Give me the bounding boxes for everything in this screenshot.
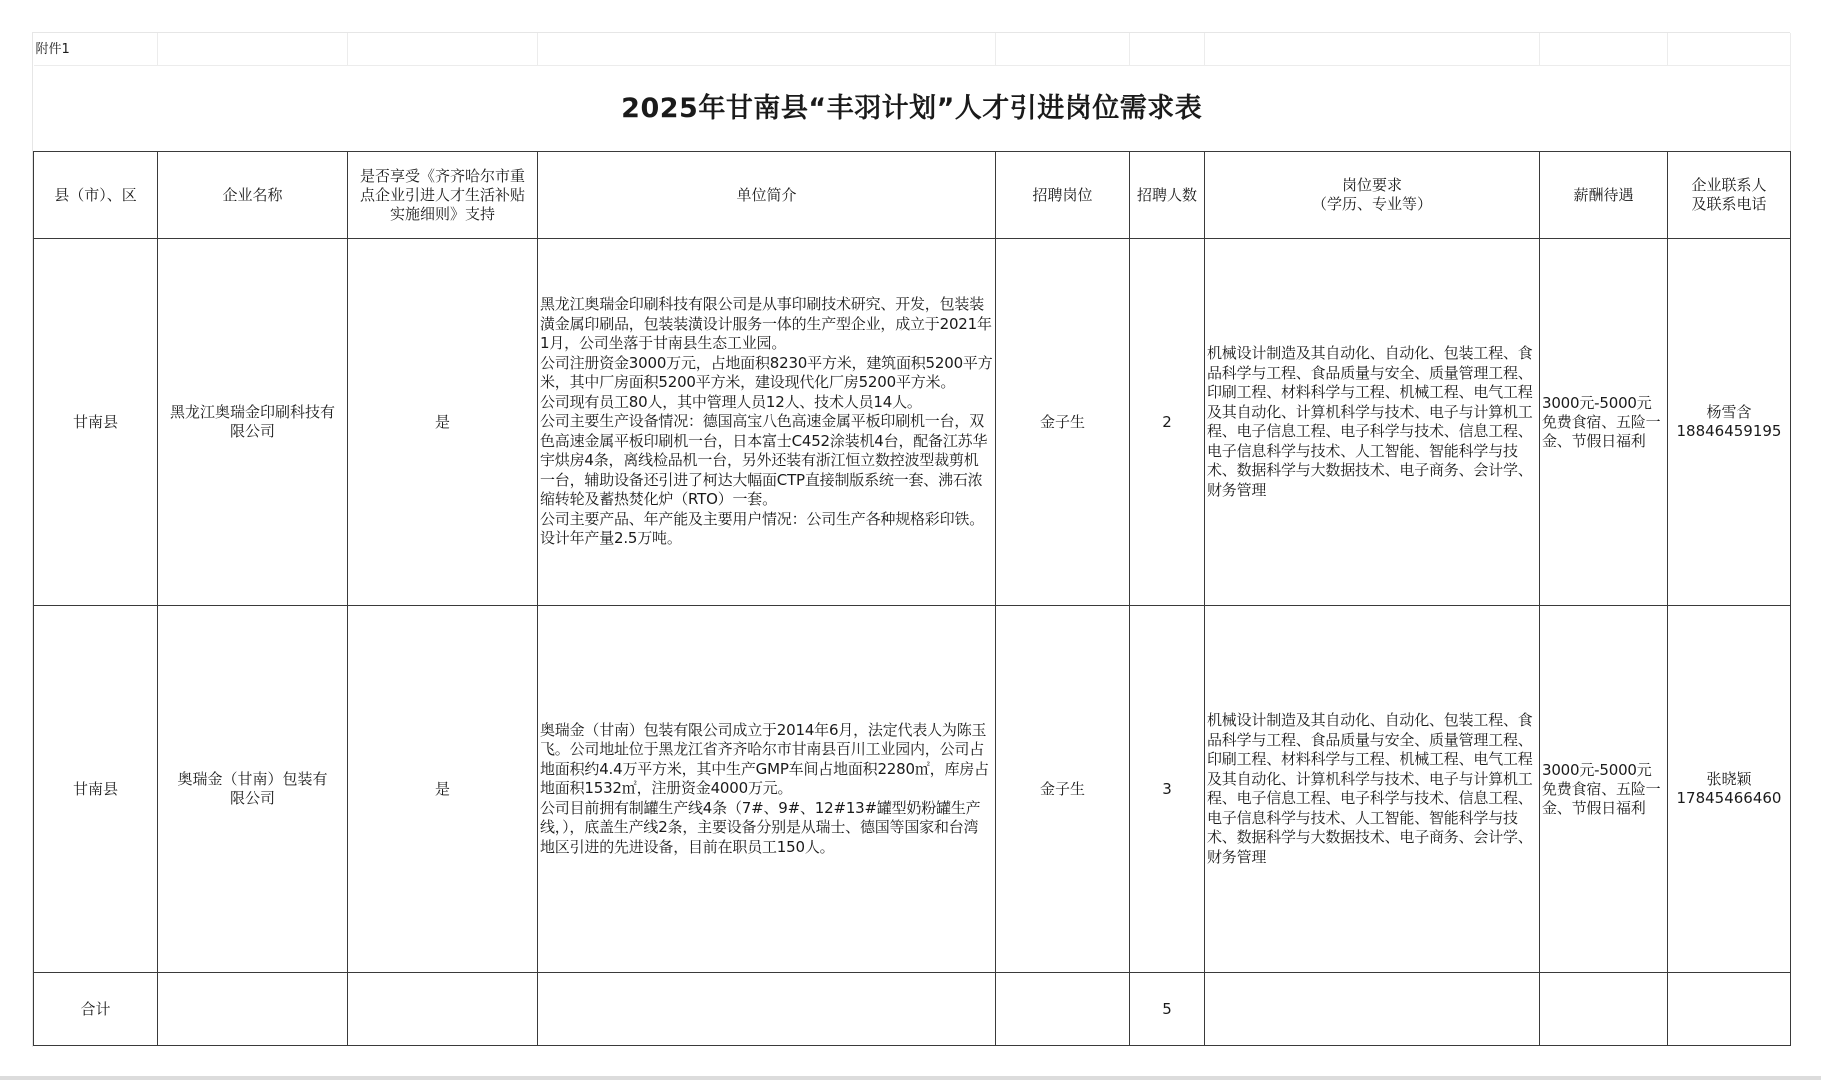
empty-cell[interactable] xyxy=(1668,973,1791,1046)
count-cell[interactable]: 2 xyxy=(1130,239,1205,606)
header-contact-line1: 企业联系人 xyxy=(1691,176,1767,194)
spreadsheet xyxy=(32,32,1790,1047)
subsidy-cell[interactable]: 是 xyxy=(348,239,538,606)
talent-demand-table xyxy=(33,33,1791,1046)
count-cell[interactable]: 3 xyxy=(1130,606,1205,973)
requirement-cell[interactable]: 机械设计制造及其自动化、自动化、包装工程、食品科学与工程、食品质量与安全、质量管理工程、印刷工程、材料科学与工程、机械工程、电气工程及其自动化、计算机科学与技术、电子与计算机工程、电子信息工程、电子科学与技术、信息工程、电子信息科学与技术、人工智能、智能科学与技术、数据科学与大数据技术、电子商务、会计学、财务管理 xyxy=(1205,606,1540,973)
contact-cell[interactable] xyxy=(1668,239,1791,606)
total-label[interactable]: 合计 xyxy=(34,973,158,1046)
empty-cell[interactable] xyxy=(348,33,538,66)
empty-cell[interactable] xyxy=(1130,33,1205,66)
contact-phone: 17845466460 xyxy=(1676,789,1782,807)
salary-cell[interactable]: 3000元-5000元免费食宿、五险一金、节假日福利 xyxy=(1540,239,1668,606)
header-county[interactable]: 县（市）、区 xyxy=(34,152,158,239)
header-contact[interactable] xyxy=(1668,152,1791,239)
empty-cell[interactable] xyxy=(158,973,348,1046)
position-cell[interactable]: 金子生 xyxy=(996,239,1130,606)
county-cell[interactable]: 甘南县 xyxy=(34,606,158,973)
header-contact-line2: 及联系电话 xyxy=(1691,195,1767,213)
intro-cell[interactable]: 奥瑞金（甘南）包装有限公司成立于2014年6月，法定代表人为陈玉飞。公司地址位于黑龙江省齐齐哈尔市甘南县百川工业园内，公司占地面积约4.4万平方米，其中生产GMP车间占地面积2280㎡，库房占地面积1532㎡，注册资金4000万元。 公司目前拥有制罐生产线4条（7#、9#、12#13#罐型奶粉罐生产线，），底盖生产线2条，主要设备分别是从瑞士、德国等国家和台湾地区引进的先进设备，目前在职员工150人。 xyxy=(538,606,996,973)
header-intro[interactable]: 单位简介 xyxy=(538,152,996,239)
intro-cell[interactable]: 黑龙江奥瑞金印刷科技有限公司是从事印刷技术研究、开发，包装装潢金属印刷品，包装装潢设计服务一体的生产型企业，成立于2021年1月，公司坐落于甘南县生态工业园。 公司注册资金3000万元，占地面积8230平方米，建筑面积5200平方米，其中厂房面积5200平方米，建设现代化厂房5200平方米。 公司现有员工80人，其中管理人员12人、技术人员14人。 公司主要生产设备情况：德国高宝八色高速金属平板印刷机一台，双色高速金属平板印刷机一台，日本富士C452涂装机4台，配备江苏华宇烘房4条，离线检品机一台，另外还装有浙江恒立数控波型裁剪机一台，辅助设备还引进了柯达大幅面CTP直接制版系统一套、沸石浓缩转轮及蓄热焚化炉（RTO）一套。 公司主要产品、年产能及主要用户情况：公司生产各种规格彩印铁。设计年产量2.5万吨。 xyxy=(538,239,996,606)
empty-cell[interactable] xyxy=(538,973,996,1046)
position-cell[interactable]: 金子生 xyxy=(996,606,1130,973)
salary-cell[interactable]: 3000元-5000元免费食宿、五险一金、节假日福利 xyxy=(1540,606,1668,973)
bottom-divider xyxy=(0,1076,1821,1080)
empty-cell[interactable] xyxy=(158,33,348,66)
empty-cell[interactable] xyxy=(1205,973,1540,1046)
header-row xyxy=(34,152,1791,239)
header-position[interactable]: 招聘岗位 xyxy=(996,152,1130,239)
empty-cell[interactable] xyxy=(1668,33,1791,66)
title-row xyxy=(34,66,1791,152)
header-requirement-line2: （学历、专业等） xyxy=(1311,195,1432,213)
empty-cell[interactable] xyxy=(348,973,538,1046)
table-title[interactable]: 2025年甘南县“丰羽计划”人才引进岗位需求表 xyxy=(34,66,1791,152)
total-count[interactable]: 5 xyxy=(1130,973,1205,1046)
empty-cell[interactable] xyxy=(1540,33,1668,66)
subsidy-cell[interactable]: 是 xyxy=(348,606,538,973)
header-requirement-line1: 岗位要求 xyxy=(1341,176,1402,194)
contact-phone: 18846459195 xyxy=(1676,422,1782,440)
company-cell[interactable]: 黑龙江奥瑞金印刷科技有限公司 xyxy=(158,239,348,606)
requirement-cell[interactable]: 机械设计制造及其自动化、自动化、包装工程、食品科学与工程、食品质量与安全、质量管理工程、印刷工程、材料科学与工程、机械工程、电气工程及其自动化、计算机科学与技术、电子与计算机工程、电子信息工程、电子科学与技术、信息工程、电子信息科学与技术、人工智能、智能科学与技术、数据科学与大数据技术、电子商务、会计学、财务管理 xyxy=(1205,239,1540,606)
header-requirement[interactable] xyxy=(1205,152,1540,239)
table-row xyxy=(34,239,1791,606)
attachment-row xyxy=(34,33,1791,66)
contact-name: 张晓颖 xyxy=(1706,770,1752,788)
empty-cell[interactable] xyxy=(996,33,1130,66)
county-cell[interactable]: 甘南县 xyxy=(34,239,158,606)
empty-cell[interactable] xyxy=(1205,33,1540,66)
header-company[interactable]: 企业名称 xyxy=(158,152,348,239)
company-cell[interactable]: 奥瑞金（甘南）包装有限公司 xyxy=(158,606,348,973)
contact-name: 杨雪含 xyxy=(1706,403,1752,421)
attachment-label[interactable]: 附件1 xyxy=(34,33,158,66)
empty-cell[interactable] xyxy=(1540,973,1668,1046)
header-salary[interactable]: 薪酬待遇 xyxy=(1540,152,1668,239)
contact-cell[interactable] xyxy=(1668,606,1791,973)
empty-cell[interactable] xyxy=(996,973,1130,1046)
header-subsidy[interactable]: 是否享受《齐齐哈尔市重点企业引进人才生活补贴实施细则》支持 xyxy=(348,152,538,239)
header-count[interactable]: 招聘人数 xyxy=(1130,152,1205,239)
total-row xyxy=(34,973,1791,1046)
empty-cell[interactable] xyxy=(538,33,996,66)
table-row xyxy=(34,606,1791,973)
